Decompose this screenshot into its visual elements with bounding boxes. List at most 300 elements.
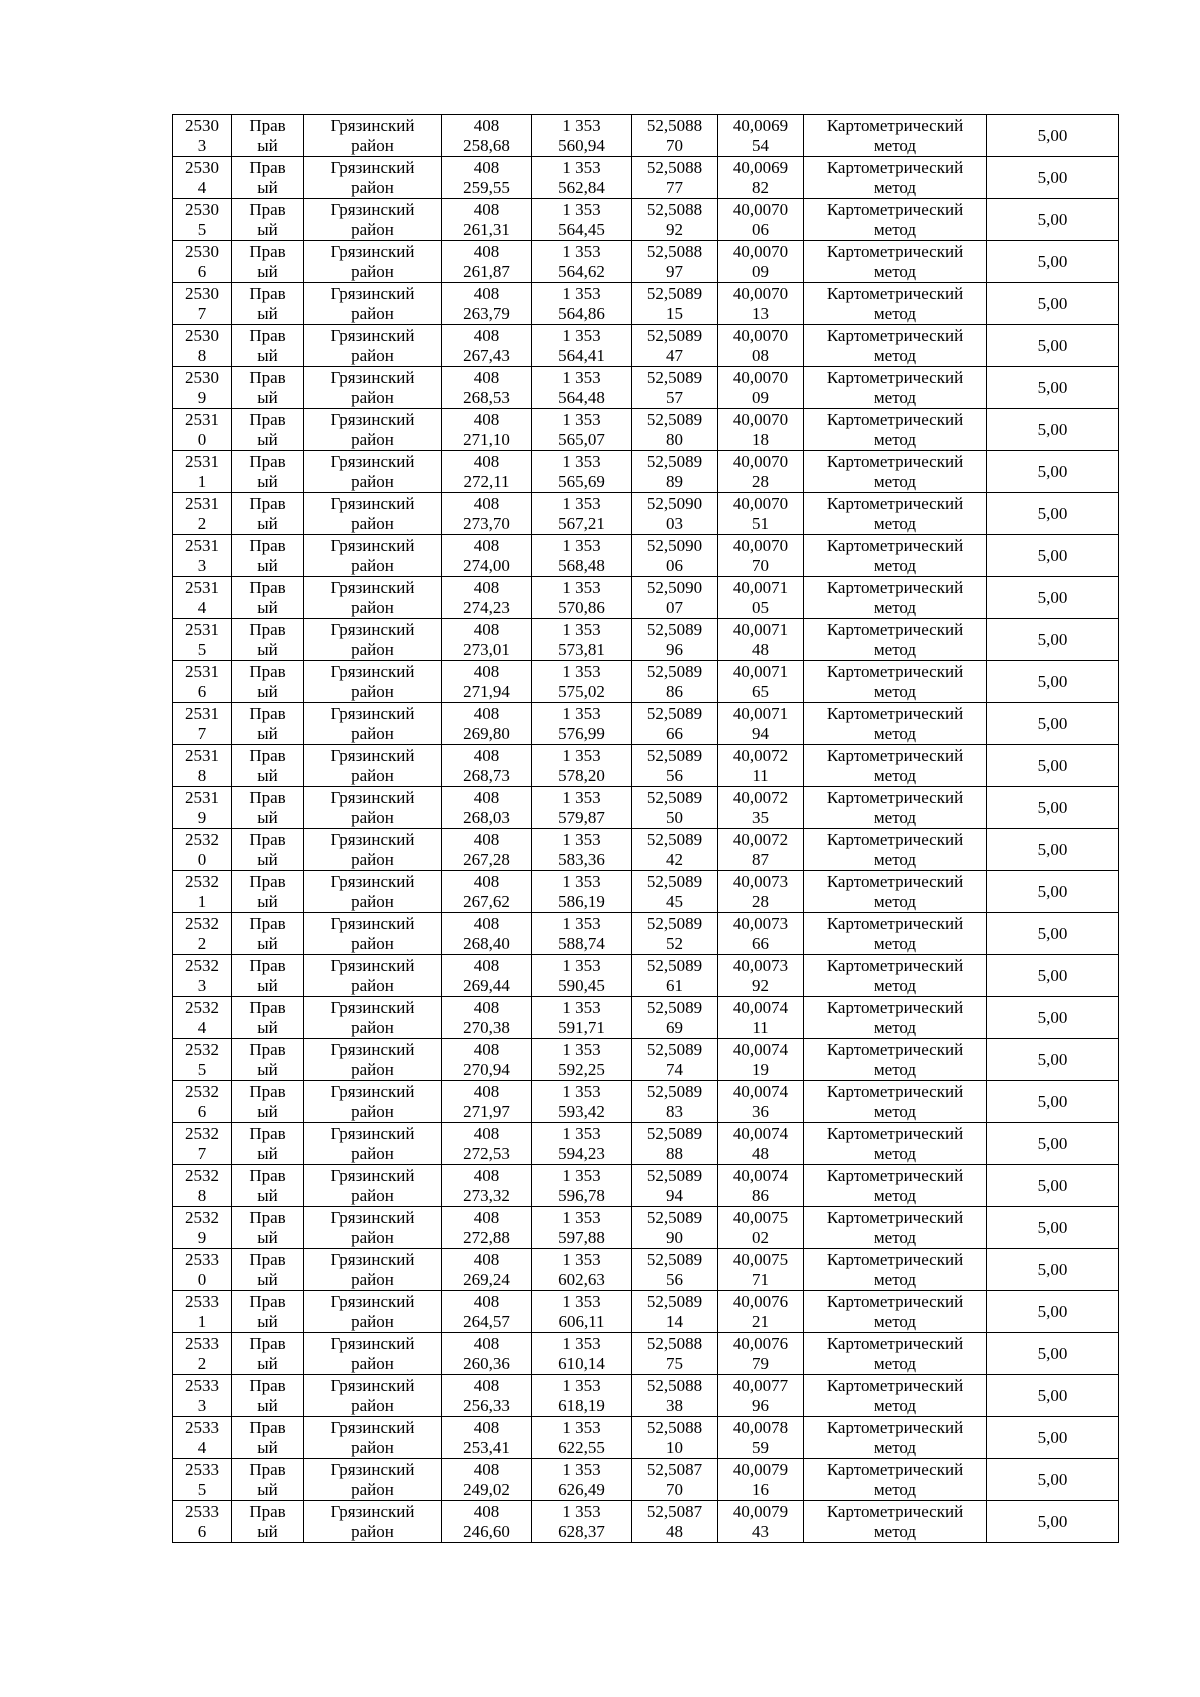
- table-row: [173, 661, 1119, 703]
- x-coordinate-cell-line: 408: [473, 409, 500, 429]
- longitude-cell: [718, 283, 804, 325]
- y-coordinate-cell-line: 1 353: [562, 199, 601, 219]
- district-cell: [304, 1249, 442, 1291]
- longitude-cell-line: 40,0070: [732, 493, 789, 513]
- x-coordinate-cell-line: 260,36: [463, 1353, 510, 1373]
- table-row: [173, 787, 1119, 829]
- district-cell: [304, 1375, 442, 1417]
- longitude-cell-line: 13: [752, 303, 769, 323]
- error-cell: 5,00: [987, 1333, 1119, 1375]
- x-coordinate-cell-line: 408: [473, 1039, 500, 1059]
- x-coordinate-cell: [442, 997, 532, 1039]
- latitude-cell: [632, 1459, 718, 1501]
- longitude-cell-line: 40,0070: [732, 409, 789, 429]
- x-coordinate-cell-line: 270,38: [463, 1017, 510, 1037]
- longitude-cell-line: 02: [752, 1227, 769, 1247]
- longitude-cell-line: 09: [752, 261, 769, 281]
- point-number-cell: [173, 199, 232, 241]
- longitude-cell-line: 40,0074: [732, 1165, 789, 1185]
- point-number-cell: [173, 367, 232, 409]
- method-cell: [804, 409, 987, 451]
- district-cell-line: район: [351, 429, 394, 449]
- x-coordinate-cell: [442, 577, 532, 619]
- latitude-cell-line: 03: [666, 513, 683, 533]
- y-coordinate-cell-line: 564,86: [558, 303, 605, 323]
- latitude-cell: [632, 829, 718, 871]
- point-number-cell-line: 1: [197, 1311, 207, 1331]
- bank-side-cell-line: Прав: [249, 1039, 286, 1059]
- latitude-cell-line: 52,5088: [646, 1417, 703, 1437]
- x-coordinate-cell-line: 408: [473, 913, 500, 933]
- longitude-cell: [718, 535, 804, 577]
- point-number-cell: [173, 1123, 232, 1165]
- x-coordinate-cell: [442, 955, 532, 997]
- method-cell-line: Картометрический: [826, 1333, 964, 1353]
- point-number-cell-line: 2531: [185, 409, 219, 429]
- bank-side-cell-line: Прав: [249, 115, 286, 135]
- longitude-cell-line: 40,0073: [732, 955, 789, 975]
- longitude-cell-line: 40,0078: [732, 1417, 789, 1437]
- y-coordinate-cell-line: 570,86: [558, 597, 605, 617]
- error-cell: 5,00: [987, 1207, 1119, 1249]
- y-coordinate-cell-line: 1 353: [562, 703, 601, 723]
- bank-side-cell: [232, 1039, 304, 1081]
- x-coordinate-cell-line: 408: [473, 745, 500, 765]
- district-cell: [304, 703, 442, 745]
- method-cell-line: метод: [873, 639, 917, 659]
- bank-side-cell-line: ый: [257, 639, 278, 659]
- district-cell: [304, 115, 442, 157]
- point-number-cell: [173, 535, 232, 577]
- error-cell: 5,00: [987, 955, 1119, 997]
- method-cell-line: метод: [873, 1311, 917, 1331]
- district-cell-line: Грязинский: [330, 1123, 415, 1143]
- point-number-cell: [173, 1375, 232, 1417]
- bank-side-cell-line: Прав: [249, 661, 286, 681]
- x-coordinate-cell: [442, 1207, 532, 1249]
- district-cell: [304, 955, 442, 997]
- method-cell: [804, 115, 987, 157]
- longitude-cell-line: 82: [752, 177, 769, 197]
- longitude-cell-line: 79: [752, 1353, 769, 1373]
- bank-side-cell-line: ый: [257, 1479, 278, 1499]
- y-coordinate-cell-line: 606,11: [558, 1311, 605, 1331]
- longitude-cell: [718, 913, 804, 955]
- bank-side-cell-line: Прав: [249, 325, 286, 345]
- longitude-cell-line: 11: [752, 1017, 769, 1037]
- error-cell: 5,00: [987, 1165, 1119, 1207]
- point-number-cell-line: 3: [197, 135, 207, 155]
- longitude-cell: [718, 1039, 804, 1081]
- y-coordinate-cell-line: 564,45: [558, 219, 605, 239]
- method-cell: [804, 1459, 987, 1501]
- point-number-cell-line: 2531: [185, 619, 219, 639]
- point-number-cell-line: 2533: [185, 1459, 219, 1479]
- district-cell: [304, 367, 442, 409]
- point-number-cell-line: 2: [197, 513, 207, 533]
- method-cell-line: Картометрический: [826, 493, 964, 513]
- district-cell-line: Грязинский: [330, 619, 415, 639]
- error-cell: 5,00: [987, 1081, 1119, 1123]
- error-cell: 5,00: [987, 1291, 1119, 1333]
- longitude-cell-line: 36: [752, 1101, 769, 1121]
- longitude-cell-line: 40,0075: [732, 1249, 789, 1269]
- x-coordinate-cell-line: 408: [473, 1333, 500, 1353]
- bank-side-cell-line: ый: [257, 1101, 278, 1121]
- x-coordinate-cell-line: 408: [473, 787, 500, 807]
- district-cell-line: Грязинский: [330, 325, 415, 345]
- latitude-cell: [632, 325, 718, 367]
- district-cell-line: Грязинский: [330, 1165, 415, 1185]
- district-cell-line: район: [351, 135, 394, 155]
- longitude-cell-line: 94: [752, 723, 769, 743]
- x-coordinate-cell-line: 408: [473, 535, 500, 555]
- latitude-cell-line: 75: [666, 1353, 683, 1373]
- latitude-cell-line: 52,5089: [646, 1123, 703, 1143]
- latitude-cell-line: 52,5088: [646, 199, 703, 219]
- longitude-cell-line: 59: [752, 1437, 769, 1457]
- latitude-cell-line: 52,5088: [646, 241, 703, 261]
- latitude-cell-line: 90: [666, 1227, 683, 1247]
- point-number-cell-line: 0: [197, 429, 207, 449]
- bank-side-cell-line: Прав: [249, 1333, 286, 1353]
- y-coordinate-cell-line: 1 353: [562, 661, 601, 681]
- y-coordinate-cell: [532, 1123, 632, 1165]
- y-coordinate-cell-line: 1 353: [562, 1207, 601, 1227]
- table-row: [173, 619, 1119, 661]
- x-coordinate-cell: [442, 1375, 532, 1417]
- longitude-cell: [718, 745, 804, 787]
- point-number-cell-line: 4: [197, 177, 207, 197]
- point-number-cell: [173, 1501, 232, 1543]
- bank-side-cell-line: ый: [257, 849, 278, 869]
- latitude-cell: [632, 871, 718, 913]
- bank-side-cell-line: ый: [257, 471, 278, 491]
- y-coordinate-cell-line: 596,78: [558, 1185, 605, 1205]
- longitude-cell-line: 28: [752, 471, 769, 491]
- latitude-cell-line: 52,5089: [646, 1291, 703, 1311]
- point-number-cell-line: 8: [197, 1185, 207, 1205]
- y-coordinate-cell-line: 1 353: [562, 745, 601, 765]
- x-coordinate-cell: [442, 787, 532, 829]
- x-coordinate-cell-line: 253,41: [463, 1437, 510, 1457]
- longitude-cell-line: 96: [752, 1395, 769, 1415]
- latitude-cell-line: 74: [666, 1059, 683, 1079]
- longitude-cell-line: 65: [752, 681, 769, 701]
- longitude-cell-line: 40,0072: [732, 787, 789, 807]
- x-coordinate-cell-line: 408: [473, 871, 500, 891]
- table-row: [173, 241, 1119, 283]
- method-cell: [804, 703, 987, 745]
- y-coordinate-cell-line: 591,71: [558, 1017, 605, 1037]
- latitude-cell: [632, 703, 718, 745]
- district-cell: [304, 1039, 442, 1081]
- method-cell: [804, 1375, 987, 1417]
- bank-side-cell-line: Прав: [249, 577, 286, 597]
- bank-side-cell-line: Прав: [249, 619, 286, 639]
- y-coordinate-cell-line: 1 353: [562, 283, 601, 303]
- method-cell-line: Картометрический: [826, 871, 964, 891]
- point-number-cell: [173, 1333, 232, 1375]
- method-cell-line: метод: [873, 1521, 917, 1541]
- table-row: [173, 451, 1119, 493]
- x-coordinate-cell-line: 274,23: [463, 597, 510, 617]
- x-coordinate-cell-line: 408: [473, 997, 500, 1017]
- bank-side-cell-line: Прав: [249, 1417, 286, 1437]
- y-coordinate-cell-line: 579,87: [558, 807, 605, 827]
- table-row: [173, 955, 1119, 997]
- y-coordinate-cell: [532, 577, 632, 619]
- method-cell: [804, 535, 987, 577]
- latitude-cell: [632, 409, 718, 451]
- latitude-cell-line: 57: [666, 387, 683, 407]
- longitude-cell-line: 40,0071: [732, 703, 789, 723]
- longitude-cell-line: 09: [752, 387, 769, 407]
- error-cell: 5,00: [987, 325, 1119, 367]
- x-coordinate-cell-line: 408: [473, 1165, 500, 1185]
- latitude-cell-line: 52,5090: [646, 493, 703, 513]
- latitude-cell-line: 15: [666, 303, 683, 323]
- point-number-cell-line: 9: [197, 387, 207, 407]
- method-cell-line: Картометрический: [826, 241, 964, 261]
- bank-side-cell-line: Прав: [249, 1501, 286, 1521]
- table-row: [173, 745, 1119, 787]
- x-coordinate-cell-line: 261,87: [463, 261, 510, 281]
- point-number-cell-line: 4: [197, 1017, 207, 1037]
- y-coordinate-cell-line: 576,99: [558, 723, 605, 743]
- district-cell-line: Грязинский: [330, 661, 415, 681]
- x-coordinate-cell: [442, 1165, 532, 1207]
- point-number-cell-line: 5: [197, 1059, 207, 1079]
- x-coordinate-cell-line: 408: [473, 1123, 500, 1143]
- y-coordinate-cell-line: 1 353: [562, 871, 601, 891]
- table-row: [173, 577, 1119, 619]
- bank-side-cell-line: ый: [257, 1269, 278, 1289]
- method-cell: [804, 1081, 987, 1123]
- latitude-cell-line: 52,5088: [646, 115, 703, 135]
- district-cell-line: Грязинский: [330, 283, 415, 303]
- method-cell-line: метод: [873, 1227, 917, 1247]
- y-coordinate-cell: [532, 451, 632, 493]
- point-number-cell-line: 2531: [185, 745, 219, 765]
- error-cell: 5,00: [987, 997, 1119, 1039]
- x-coordinate-cell-line: 270,94: [463, 1059, 510, 1079]
- latitude-cell: [632, 115, 718, 157]
- longitude-cell-line: 19: [752, 1059, 769, 1079]
- district-cell-line: район: [351, 891, 394, 911]
- y-coordinate-cell-line: 573,81: [558, 639, 605, 659]
- latitude-cell-line: 38: [666, 1395, 683, 1415]
- x-coordinate-cell-line: 268,53: [463, 387, 510, 407]
- bank-side-cell: [232, 577, 304, 619]
- point-number-cell: [173, 283, 232, 325]
- method-cell-line: Картометрический: [826, 1291, 964, 1311]
- latitude-cell: [632, 241, 718, 283]
- district-cell-line: район: [351, 1269, 394, 1289]
- method-cell-line: метод: [873, 723, 917, 743]
- point-number-cell: [173, 1417, 232, 1459]
- latitude-cell-line: 52,5088: [646, 157, 703, 177]
- bank-side-cell-line: ый: [257, 429, 278, 449]
- bank-side-cell-line: Прав: [249, 913, 286, 933]
- method-cell-line: Картометрический: [826, 1417, 964, 1437]
- method-cell-line: Картометрический: [826, 157, 964, 177]
- y-coordinate-cell: [532, 997, 632, 1039]
- method-cell-line: метод: [873, 513, 917, 533]
- x-coordinate-cell-line: 269,44: [463, 975, 510, 995]
- longitude-cell-line: 48: [752, 1143, 769, 1163]
- y-coordinate-cell-line: 1 353: [562, 1417, 601, 1437]
- longitude-cell: [718, 955, 804, 997]
- y-coordinate-cell: [532, 829, 632, 871]
- bank-side-cell-line: ый: [257, 387, 278, 407]
- method-cell: [804, 451, 987, 493]
- method-cell-line: Картометрический: [826, 451, 964, 471]
- latitude-cell: [632, 1333, 718, 1375]
- y-coordinate-cell-line: 626,49: [558, 1479, 605, 1499]
- method-cell-line: Картометрический: [826, 745, 964, 765]
- y-coordinate-cell-line: 1 353: [562, 913, 601, 933]
- point-number-cell: [173, 913, 232, 955]
- bank-side-cell: [232, 493, 304, 535]
- district-cell-line: Грязинский: [330, 829, 415, 849]
- point-number-cell: [173, 703, 232, 745]
- y-coordinate-cell: [532, 955, 632, 997]
- bank-side-cell-line: ый: [257, 681, 278, 701]
- y-coordinate-cell: [532, 1501, 632, 1543]
- method-cell: [804, 493, 987, 535]
- y-coordinate-cell-line: 562,84: [558, 177, 605, 197]
- y-coordinate-cell-line: 565,07: [558, 429, 605, 449]
- bank-side-cell: [232, 703, 304, 745]
- district-cell-line: район: [351, 555, 394, 575]
- longitude-cell-line: 71: [752, 1269, 769, 1289]
- longitude-cell: [718, 241, 804, 283]
- x-coordinate-cell: [442, 913, 532, 955]
- latitude-cell: [632, 913, 718, 955]
- method-cell-line: Картометрический: [826, 1081, 964, 1101]
- latitude-cell-line: 56: [666, 765, 683, 785]
- district-cell-line: район: [351, 933, 394, 953]
- point-number-cell-line: 6: [197, 1521, 207, 1541]
- longitude-cell-line: 40,0070: [732, 283, 789, 303]
- latitude-cell: [632, 451, 718, 493]
- district-cell-line: район: [351, 597, 394, 617]
- latitude-cell: [632, 1165, 718, 1207]
- district-cell: [304, 745, 442, 787]
- y-coordinate-cell: [532, 703, 632, 745]
- latitude-cell-line: 42: [666, 849, 683, 869]
- x-coordinate-cell-line: 408: [473, 577, 500, 597]
- longitude-cell: [718, 1501, 804, 1543]
- latitude-cell-line: 52,5089: [646, 661, 703, 681]
- method-cell: [804, 1417, 987, 1459]
- longitude-cell-line: 54: [752, 135, 769, 155]
- point-number-cell-line: 2531: [185, 493, 219, 513]
- method-cell-line: Картометрический: [826, 199, 964, 219]
- district-cell-line: Грязинский: [330, 1333, 415, 1353]
- bank-side-cell: [232, 1081, 304, 1123]
- latitude-cell-line: 56: [666, 1269, 683, 1289]
- x-coordinate-cell-line: 408: [473, 283, 500, 303]
- point-number-cell-line: 2532: [185, 829, 219, 849]
- bank-side-cell: [232, 241, 304, 283]
- x-coordinate-cell-line: 267,62: [463, 891, 510, 911]
- district-cell: [304, 871, 442, 913]
- table-row: [173, 1459, 1119, 1501]
- table-row: [173, 829, 1119, 871]
- y-coordinate-cell: [532, 1375, 632, 1417]
- point-number-cell-line: 9: [197, 1227, 207, 1247]
- x-coordinate-cell-line: 408: [473, 157, 500, 177]
- error-cell: 5,00: [987, 787, 1119, 829]
- y-coordinate-cell: [532, 493, 632, 535]
- latitude-cell-line: 50: [666, 807, 683, 827]
- y-coordinate-cell: [532, 661, 632, 703]
- y-coordinate-cell: [532, 1417, 632, 1459]
- table-row: [173, 1165, 1119, 1207]
- x-coordinate-cell-line: 408: [473, 1501, 500, 1521]
- longitude-cell-line: 18: [752, 429, 769, 449]
- bank-side-cell: [232, 997, 304, 1039]
- latitude-cell-line: 52,5089: [646, 409, 703, 429]
- y-coordinate-cell-line: 564,41: [558, 345, 605, 365]
- longitude-cell: [718, 1249, 804, 1291]
- method-cell-line: Картометрический: [826, 1375, 964, 1395]
- district-cell: [304, 283, 442, 325]
- y-coordinate-cell-line: 1 353: [562, 787, 601, 807]
- district-cell-line: Грязинский: [330, 745, 415, 765]
- y-coordinate-cell-line: 568,48: [558, 555, 605, 575]
- bank-side-cell-line: Прав: [249, 157, 286, 177]
- longitude-cell: [718, 1291, 804, 1333]
- bank-side-cell-line: Прав: [249, 997, 286, 1017]
- y-coordinate-cell-line: 1 353: [562, 1249, 601, 1269]
- point-number-cell-line: 2530: [185, 367, 219, 387]
- bank-side-cell-line: ый: [257, 555, 278, 575]
- longitude-cell: [718, 661, 804, 703]
- latitude-cell: [632, 1207, 718, 1249]
- method-cell-line: метод: [873, 345, 917, 365]
- latitude-cell-line: 48: [666, 1521, 683, 1541]
- error-cell: 5,00: [987, 493, 1119, 535]
- district-cell-line: район: [351, 1395, 394, 1415]
- x-coordinate-cell-line: 408: [473, 367, 500, 387]
- point-number-cell-line: 2: [197, 1353, 207, 1373]
- x-coordinate-cell-line: 408: [473, 1417, 500, 1437]
- table-row: [173, 157, 1119, 199]
- bank-side-cell: [232, 1417, 304, 1459]
- longitude-cell-line: 86: [752, 1185, 769, 1205]
- longitude-cell-line: 28: [752, 891, 769, 911]
- table-row: [173, 493, 1119, 535]
- y-coordinate-cell-line: 1 353: [562, 1123, 601, 1143]
- latitude-cell: [632, 199, 718, 241]
- longitude-cell-line: 92: [752, 975, 769, 995]
- y-coordinate-cell-line: 1 353: [562, 1501, 601, 1521]
- y-coordinate-cell-line: 1 353: [562, 1165, 601, 1185]
- y-coordinate-cell-line: 610,14: [558, 1353, 605, 1373]
- x-coordinate-cell: [442, 1459, 532, 1501]
- y-coordinate-cell-line: 1 353: [562, 409, 601, 429]
- point-number-cell-line: 2533: [185, 1375, 219, 1395]
- longitude-cell-line: 87: [752, 849, 769, 869]
- x-coordinate-cell: [442, 745, 532, 787]
- bank-side-cell-line: Прав: [249, 283, 286, 303]
- latitude-cell-line: 52,5088: [646, 1375, 703, 1395]
- point-number-cell: [173, 1165, 232, 1207]
- x-coordinate-cell-line: 267,28: [463, 849, 510, 869]
